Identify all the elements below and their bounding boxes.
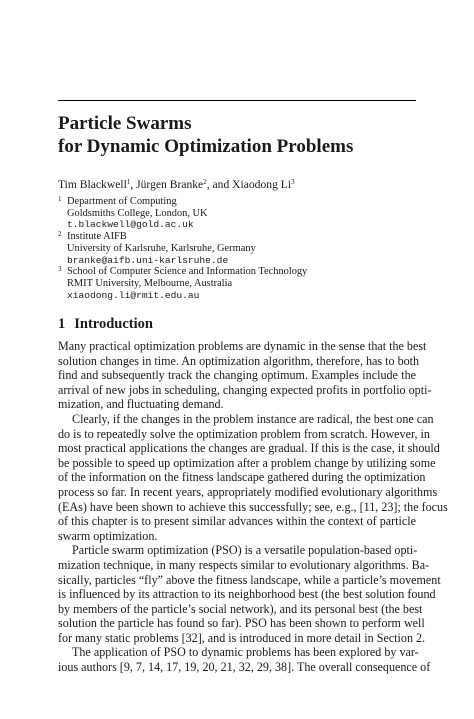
author-name: Jürgen Branke <box>136 178 204 191</box>
text-line: of this chapter is to present similar advances within the context of particle <box>58 514 416 529</box>
text-line: solution the particle has found so far). PSO has been shown to perform well <box>58 616 425 631</box>
affiliation-email[interactable]: branke@aifb.uni-karlsruhe.de <box>67 254 229 266</box>
author-separator: , <box>130 178 137 191</box>
affiliation-number: 3 <box>58 265 62 274</box>
author-affil-mark: 2 <box>203 178 207 186</box>
affiliation-number: 2 <box>58 230 62 239</box>
affiliation-number: 1 <box>58 195 62 203</box>
text-line: for many static problems [32], and is introduced in more detail in Section 2. <box>58 630 426 645</box>
affiliation-line: Department of Computing <box>67 196 177 207</box>
author-affil-mark: 1 <box>126 178 131 186</box>
text-line: Clearly, if the changes in the problem instance are radical, the best one can <box>72 411 434 426</box>
text-line: mization, and fluctuating demand. <box>58 397 224 412</box>
affiliation-email[interactable]: xiaodong.li@rmit.edu.au <box>67 289 200 301</box>
paper-title <box>58 112 353 158</box>
text-line: sically, particles “fly” above the fitness landscape, while a particle’s movement <box>58 572 441 587</box>
author-separator: , and <box>206 178 233 191</box>
header-rule <box>58 100 416 101</box>
text-line: arrival of new jobs in scheduling, changing expected profits in portfolio opti- <box>58 382 432 397</box>
text-line: of the information on the fitness landscape gathered during the optimization <box>58 470 426 485</box>
affiliation-line: School of Computer Science and Information Technology <box>67 266 308 278</box>
affiliation-line: Institute AIFB <box>67 231 127 243</box>
text-line: Particle swarm optimization (PSO) is a versatile population-based opti- <box>72 543 418 558</box>
text-line: process so far. In recent years, appropriately modified evolutionary algorithms <box>58 484 438 499</box>
author-list <box>58 175 295 192</box>
affiliation-item <box>58 266 418 301</box>
affiliation-list <box>58 196 418 301</box>
author-name: Tim Blackwell <box>58 178 127 191</box>
affiliation-line: RMIT University, Melbourne, Australia <box>67 277 233 289</box>
section-number: 1 <box>58 316 66 332</box>
affiliation-item <box>58 231 418 266</box>
text-line: (EAs) have been shown to achieve this successfully; see, e.g., [11, 23]; the focus <box>58 499 448 514</box>
text-line: is influenced by its attraction to its neighborhood best (the best solution found <box>58 587 436 602</box>
text-line: do is to repeatedly solve the optimization problem from scratch. However, in <box>58 426 430 441</box>
text-line: Many practical optimization problems are dynamic in the sense that the best <box>58 339 427 353</box>
author-name: Xiaodong Li <box>232 178 292 191</box>
text-line: be possible to speed up optimization after a problem change by utilizing some <box>58 455 436 470</box>
text-line: mization technique, in many respects similar to evolutionary algorithms. Ba- <box>58 557 430 572</box>
title-line-1: Particle Swarms <box>58 113 192 134</box>
text-line: find and subsequently track the changing optimum. Examples include the <box>58 368 416 383</box>
affiliation-line: Goldsmiths College, London, UK <box>67 207 208 219</box>
affiliation-line: University of Karlsruhe, Karlsruhe, Germany <box>67 242 256 254</box>
text-line: most practical applications the changes are gradual. If this is the case, it should <box>58 441 440 456</box>
text-line: ious authors [9, 7, 14, 17, 19, 20, 21, 32, 29, 38]. The overall consequence of <box>58 660 431 675</box>
text-line: by members of the particle’s social network), and its personal best (the best <box>58 601 423 616</box>
text-line: swarm optimization. <box>58 528 158 543</box>
affiliation-item <box>58 196 418 231</box>
section-heading <box>58 315 153 333</box>
affiliation-email[interactable]: t.blackwell@gold.ac.uk <box>67 219 194 231</box>
section-title: Introduction <box>74 316 153 332</box>
text-line: solution changes in time. An optimization algorithm, therefore, has to both <box>58 353 420 368</box>
text-line: The application of PSO to dynamic problems has been explored by var- <box>72 645 419 660</box>
body-text <box>58 339 448 675</box>
author-affil-mark: 3 <box>291 178 295 186</box>
title-line-2: for Dynamic Optimization Problems <box>58 136 354 157</box>
